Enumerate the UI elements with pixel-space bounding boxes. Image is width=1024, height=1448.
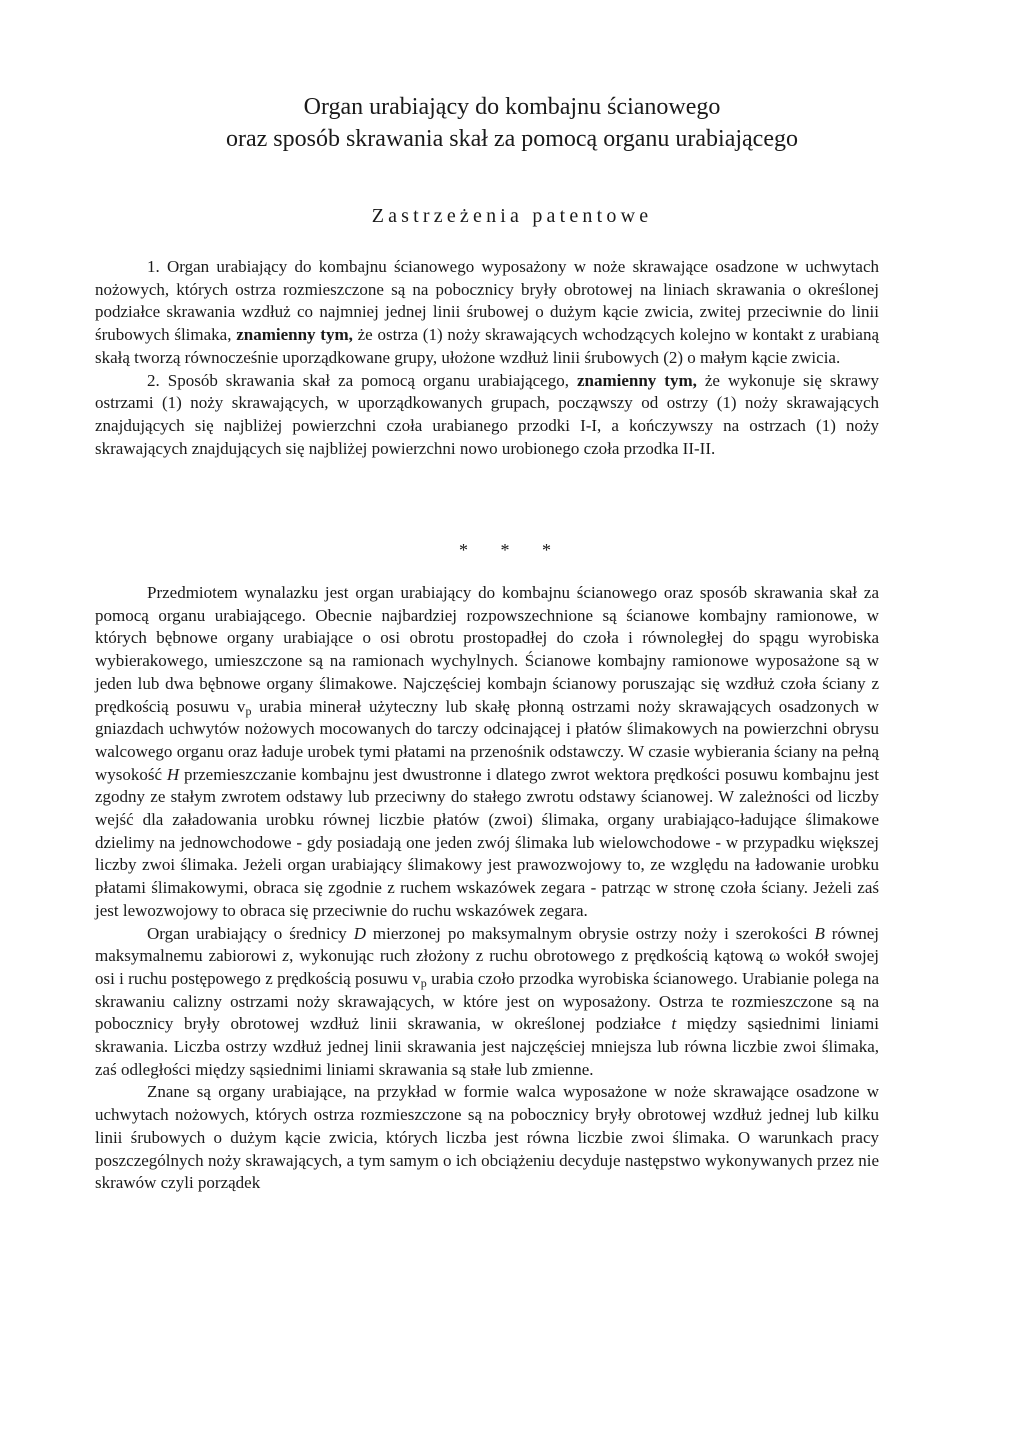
claim-1: 1. Organ urabiający do kombajnu ścianowego wyposażony w noże skrawające osadzone w uchwytach nożowych, których ostrza rozmieszczone są na pobocznicy bryły obrotowej na liniach skrawania o określonej podziałce skrawania wzdłuż co najmniej jednej linii śrubowej o dużym kącie zwicia, zwitej przeciwnie do linii śrubowych ślimaka, znamienny tym, że ostrza (1) noży skrawających wchodzących kolejno w kontakt z urabianą skałą tworzą równocześnie uporządkowane grupy, ułożone wzdłuż linii śrubowych (2) o małym kącie zwicia. xyxy=(95,257,879,367)
claims-section xyxy=(95,256,879,460)
document-title-line2: oraz sposób skrawania skał za pomocą organu urabiającego xyxy=(225,126,798,152)
description-paragraph-2: Organ urabiający o średnicy D mierzonej po maksymalnym obrysie ostrzy noży i szerokości B równej maksymalnemu zabiorowi z, wykonując ruch złożony z ruchu obrotowego z prędkością kątową ω wokół swojej osi i ruchu postępowego z prędkością posuwu $v_p$ urabia czoło przodka wyrobiska ścianowego. Urabianie polega na skrawaniu calizny ostrzami noży skrawających, w które jest on wyposażony. Ostrza te rozmieszczone są na pobocznicy bryły obrotowej wzdłuż linii skrawania, w określonej podziałce t między sąsiednimi liniami skrawania. Liczba ostrzy wzdłuż jednej linii skrawania jest najczęściej mniejsza lub równa liczbie zwoi ślimaka, zaś odległości między sąsiednimi liniami skrawania są stałe lub zmienne. xyxy=(95,923,880,1079)
description-paragraph-3: Znane są organy urabiające, na przykład w formie walca wyposażone w noże skrawające osadzone w uchwytach nożowych, których ostrza rozmieszczone są na pobocznicy bryły obrotowej wzdłuż jednej lub kilku linii śrubowych o dużym kącie zwicia, których liczba jest równa liczbie zwoi ślimaka. O warunkach pracy poszczególnych noży skrawających, a tym samym o ich obciążeniu decyduje następstwo wykonywanych przez nie skrawów czyli porządek xyxy=(95,1082,879,1193)
description-section xyxy=(95,582,879,1195)
claim-2: 2. Sposób skrawania skał za pomocą organu urabiającego, znamienny tym, że wykonuje się skrawy ostrzami (1) noży skrawających, w uporządkowanych grupach, począwszy od ostrzy (1) noży skrawających znajdujących się najbliżej powierzchni czoła urabianego przodki I-I, a kończywszy na ostrzach (1) noży skrawających znajdujących się najbliżej powierzchni nowo urobionego czoła przodka II-II. xyxy=(95,370,879,458)
claims-heading: Zastrzeżenia patentowe xyxy=(371,205,653,227)
section-separator: * * * xyxy=(459,540,565,560)
description-paragraph-1: Przedmiotem wynalazku jest organ urabiający do kombajnu ścianowego oraz sposób skrawania skał za pomocą organu urabiającego. Obecnie najbardziej rozpowszechnione są ścianowe kombajny ramionowe, w których bębnowe organy urabiające o osi obrotu prostopadłej do czoła i równoległej do spągu wyrobiska wybierakowego, umieszczone są na ramionach wychylnych. Ścianowe kombajny ramionowe wyposażone są w jeden lub dwa bębnowe organy ślimakowe. Najczęściej kombajn ścianowy poruszając się wzdłuż czoła ściany z prędkością posuwu $v_p$ urabia minerał użyteczny lub skałę płonną ostrzami noży skrawających osadzonych w gniazdach uchwytów nożowych mocowanych do tarczy odcinającej i płatów ślimakowych na powierzchni obrysu walcowego organu oraz ładuje urobek tymi płatami na przenośnik odstawczy. W czasie wybierania ściany na pełną wysokość H przemieszczanie kombajnu jest dwustronne i dlatego zwrot wektora prędkości posuwu kombajnu jest zgodny ze stałym zwrotem odstawy lub przeciwny do stałego zwrotu odstawy ścianowej. W zależności od liczby wejść dla załadowania urobku równej liczbie płatów (zwoi) ślimaka, organy urabiająco-ładujące ślimakowe dzielimy na jednowchodowe - gdy posiadają one jeden zwój ślimaka lub wielowchodowe - w przypadku większej liczby zwoi ślimaka. Jeżeli organ urabiający ślimakowy jest prawozwojowy to, ze względu na ładowanie urobku płatami ślimakowymi, obraca się zgodnie z ruchem wskazówek zegara - patrząc w stronę czoła ściany. Jeżeli zaś jest lewozwojowy to obraca się przeciwnie do ruchu wskazówek zegara. xyxy=(95,583,879,920)
document-title-line1: Organ urabiający do kombajnu ścianowego xyxy=(303,94,721,120)
